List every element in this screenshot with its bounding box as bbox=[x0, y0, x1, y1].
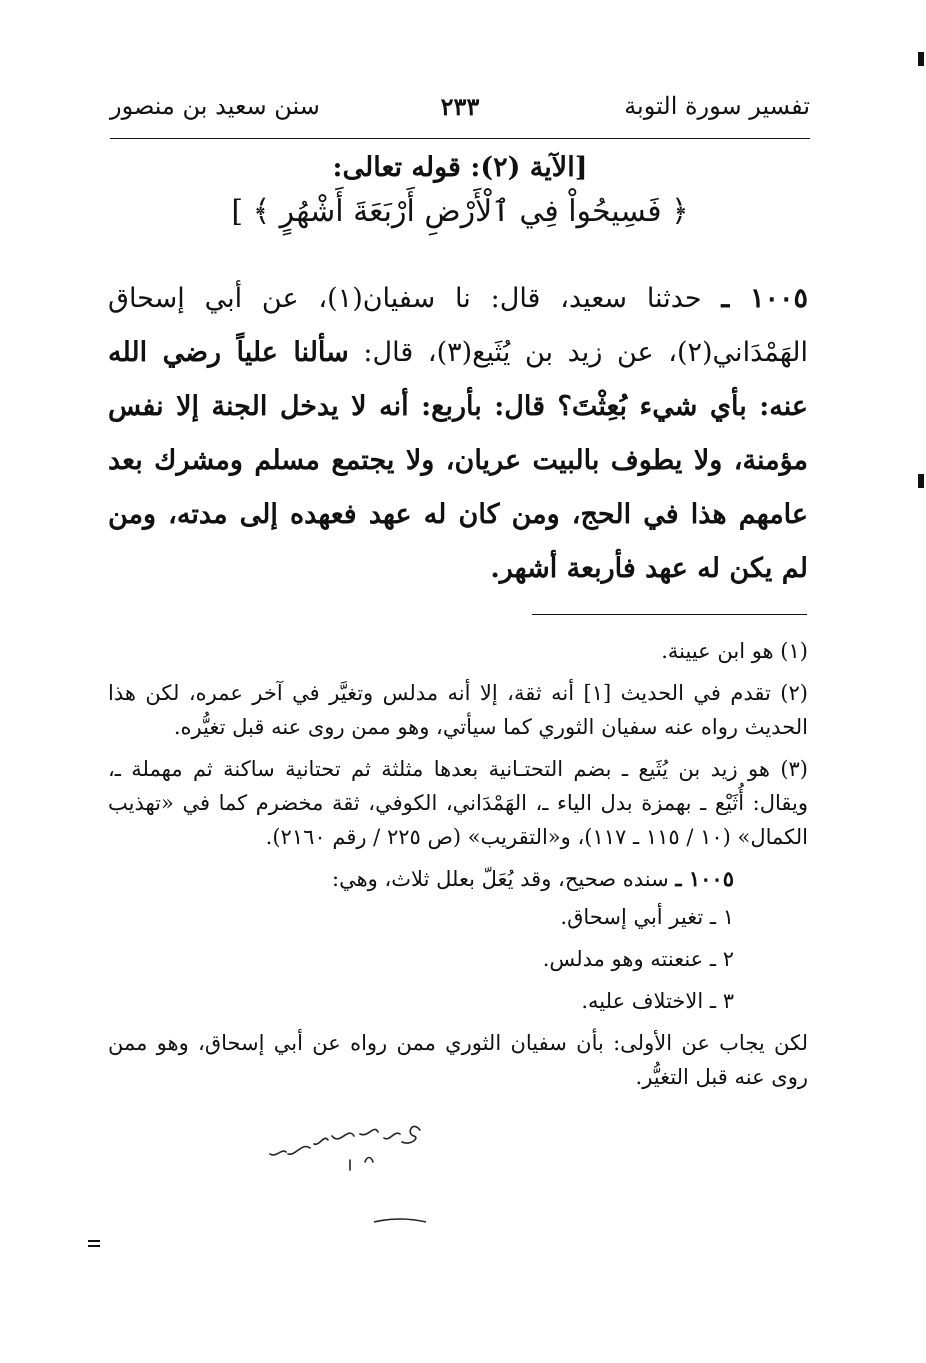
footnote-1: (١) هو ابن عيينة. bbox=[661, 639, 808, 663]
hadith-text bbox=[108, 272, 808, 596]
commentary-intro-text: سنده صحيح، وقد يُعَلّ بعلل ثلاث، وهي: bbox=[332, 867, 676, 891]
handwritten-dash bbox=[370, 1214, 430, 1228]
commentary-number: ١٠٠٥ ـ bbox=[675, 866, 734, 891]
hadith-number: ١٠٠٥ ـ bbox=[721, 283, 809, 314]
margin-mark bbox=[88, 1240, 100, 1242]
hadith-matn: سألنا علياً رضي الله عنه: بأي شيء بُعِثْتَ؟ قال: بأربع: أنه لا يدخل الجنة إلا نفس مؤمنة، ولا يطوف بالبيت عريان، ولا يجتمع مسلم ومشرك بعد عامهم هذا في الحج، ومن كان له عهد فعهده إلى مدته، ومن لم يكن له عهد فأربعة أشهر. bbox=[108, 337, 808, 584]
running-header bbox=[110, 92, 810, 132]
footnote-3: (٣) هو زيد بن يُثَيع ـ بضم التحتـانية بعدها مثلثة ثم تحتانية ساكنة ثم مهملة ـ، ويقال: أُثَيْع ـ بهمزة بدل الياء ـ، الهَمْدَاني، الكوفي، ثقة مخضرم كما في «تهذيب الكمال» (١٠ / ١١٥ ـ ١١٧)، و«التقريب» (ص ٢٢٥ / رقم ٢١٦٠). bbox=[108, 757, 808, 849]
footnotes bbox=[108, 634, 808, 1102]
footnote-2: (٢) تقدم في الحديث [١] أنه ثقة، إلا أنه مدلس وتغيَّر في آخر عمره، لكن هذا الحديث رواه عنه سفيان الثوري كما سيأتي، وهو ممن روى عنه قبل تغيُّره. bbox=[108, 681, 808, 739]
commentary-item-1: ١ ـ تغير أبي إسحاق. bbox=[560, 905, 734, 929]
commentary-conclusion: لكن يجاب عن الأولى: بأن سفيان الثوري ممن رواه عن أبي إسحاق، وهو ممن روى عنه قبل التغيُّر. bbox=[108, 1031, 808, 1089]
verse-heading: [الآية (٢): قوله تعالى: bbox=[332, 152, 588, 183]
hadith-chain: حدثنا سعيد، قال: نا سفيان(١)، عن أبي إسحاق الهَمْدَاني(٢)، عن زيد بن يُثَيع(٣)، قال: bbox=[108, 283, 809, 368]
page-number: ٢٣٣ bbox=[440, 92, 480, 121]
commentary-item-2: ٢ ـ عنعنته وهو مدلس. bbox=[542, 947, 734, 971]
handwritten-annotation bbox=[250, 1112, 450, 1182]
margin-mark bbox=[88, 1245, 100, 1247]
edge-mark bbox=[918, 52, 924, 66]
commentary-list bbox=[108, 900, 808, 1018]
quran-verse: ﴿ فَسِيحُواْ فِي ٱلْأَرْضِ أَرْبَعَةَ أَشْهُرٍ ﴾ ] bbox=[231, 194, 689, 229]
chapter-title: تفسير سورة التوبة bbox=[624, 92, 810, 120]
commentary-intro bbox=[108, 862, 808, 896]
commentary-item-3: ٣ ـ الاختلاف عليه. bbox=[581, 989, 734, 1013]
header-rule bbox=[110, 138, 810, 139]
edge-mark bbox=[918, 474, 924, 488]
footnote-separator bbox=[532, 614, 807, 615]
book-title: سنن سعيد بن منصور bbox=[110, 92, 320, 120]
